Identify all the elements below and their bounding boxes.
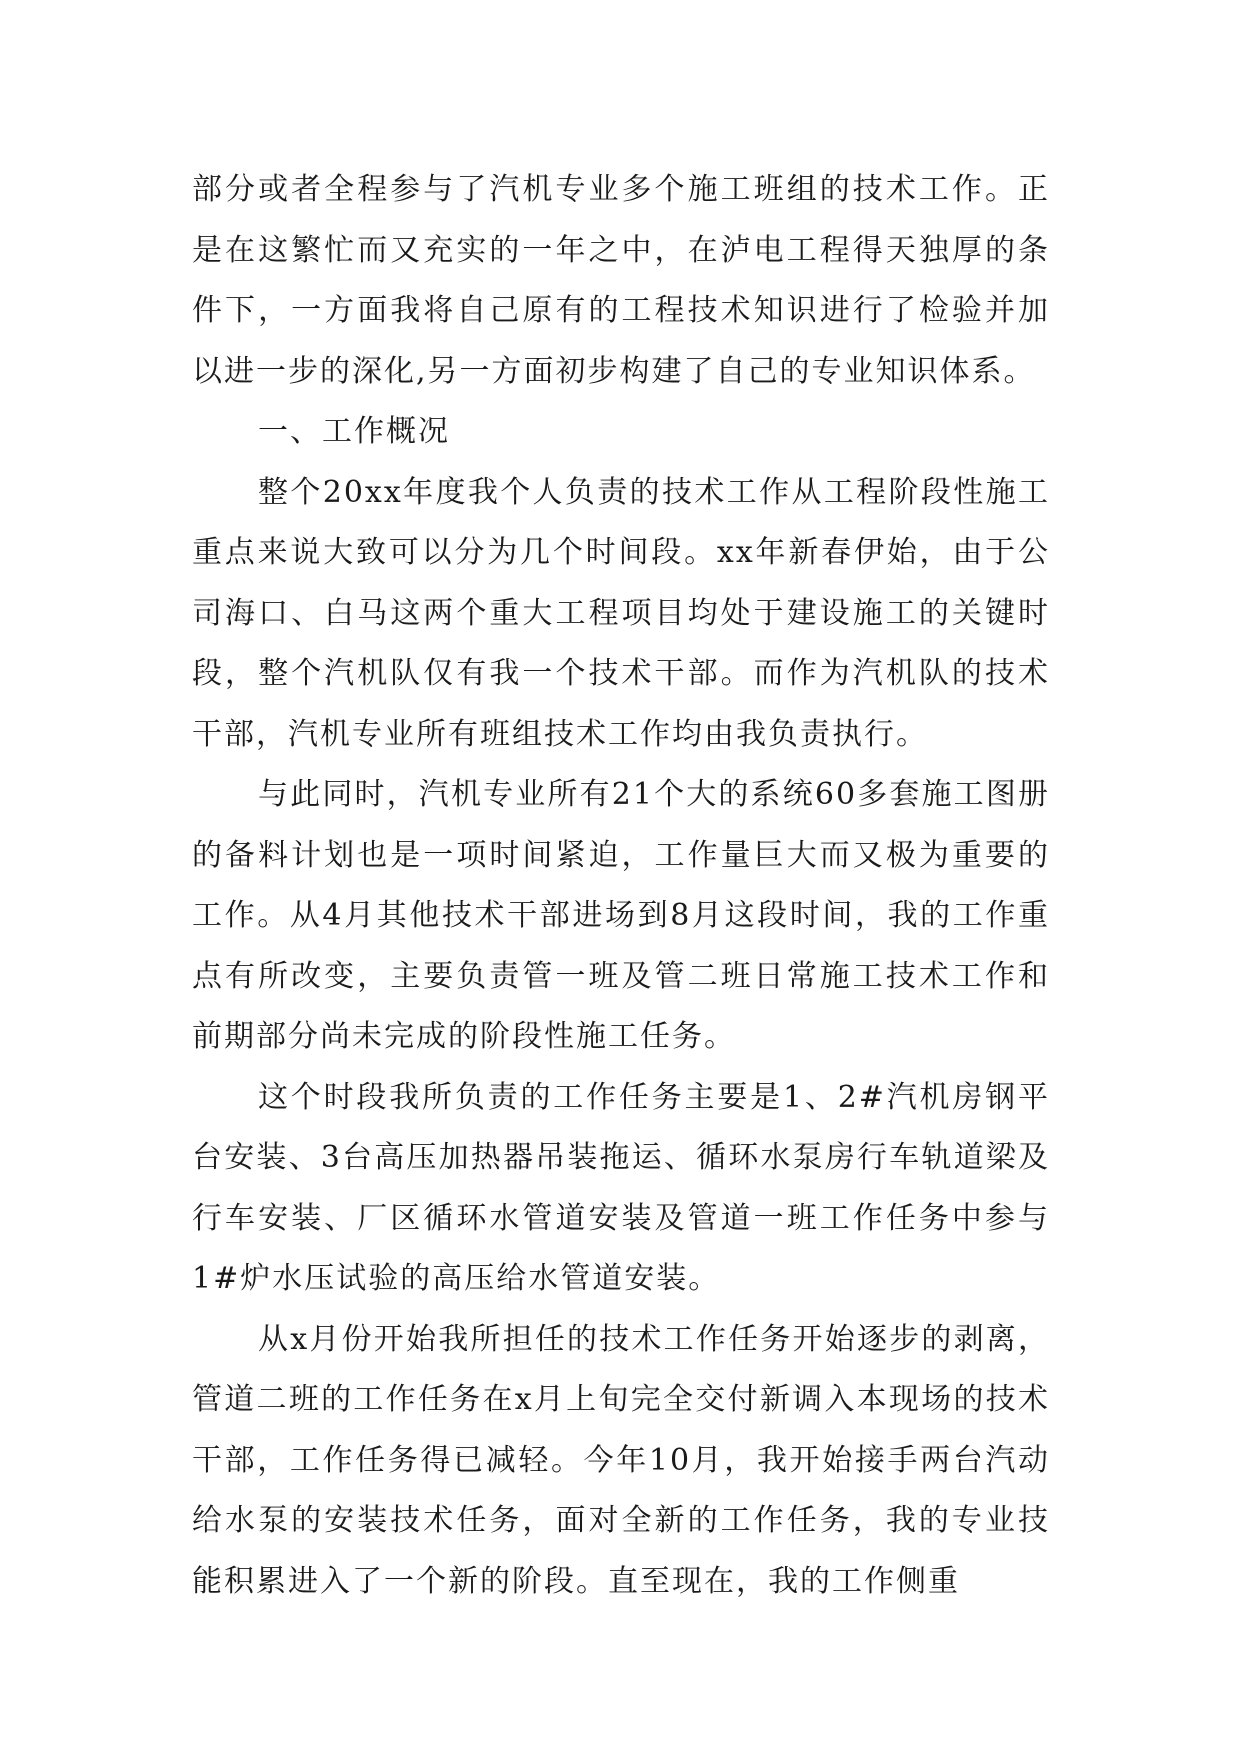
- body-paragraph-intro: 部分或者全程参与了汽机专业多个施工班组的技术工作。正是在这繁忙而又充实的一年之中，在泸电工程得天独厚的条件下，一方面我将自己原有的工程技术知识进行了检验并加以进一步的深化,另一方面初步构建了自己的专业知识体系。: [192, 172, 1050, 389]
- body-paragraph-material-plan: 与此同时，汽机专业所有21个大的系统60多套施工图册的备料计划也是一项时间紧迫，工作量巨大而又极为重要的工作。从4月其他技术干部进场到8月这段时间，我的工作重点有所改变，主要负责管一班及管二班日常施工技术工作和前期部分尚未完成的阶段性施工任务。: [192, 777, 1050, 1054]
- document-page: [192, 160, 1050, 1612]
- body-paragraph-period-tasks: 这个时段我所负责的工作任务主要是1、2#汽机房钢平台安装、3台高压加热器吊装拖运、循环水泵房行车轨道梁及行车安装、厂区循环水管道安装及管道一班工作任务中参与1#炉水压试验的高压给水管道安装。: [192, 1079, 1050, 1296]
- body-paragraph-recent-work: 从x月份开始我所担任的技术工作任务开始逐步的剥离，管道二班的工作任务在x月上旬完全交付新调入本现场的技术干部，工作任务得已减轻。今年10月，我开始接手两台汽动给水泵的安装技术任务，面对全新的工作任务，我的专业技能积累进入了一个新的阶段。直至现在，我的工作侧重: [192, 1321, 1050, 1599]
- body-paragraph-annual-work: 整个20xx年度我个人负责的技术工作从工程阶段性施工重点来说大致可以分为几个时间段。xx年新春伊始，由于公司海口、白马这两个重大工程项目均处于建设施工的关键时段，整个汽机队仅有我一个技术干部。而作为汽机队的技术干部，汽机专业所有班组技术工作均由我负责执行。: [192, 474, 1050, 752]
- section-heading-work-overview: 一、工作概况: [258, 414, 450, 449]
